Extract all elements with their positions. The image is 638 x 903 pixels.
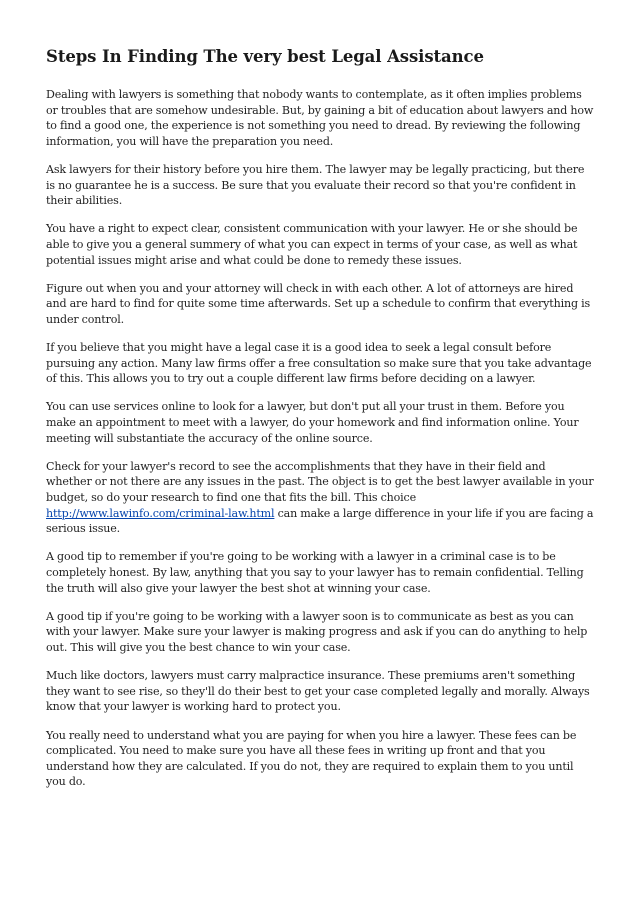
paragraph-intro: Dealing with lawyers is something that nobody wants to contemplate, as it often implies problems or troubles that are somehow undesirable. But, by gaining a bit of education about lawyers and how to find a good one, the experience is not something you need to dread. By reviewing the following information, you will have the preparation you need.	[46, 88, 594, 148]
paragraph-record-check-text: Check for your lawyer's record to see the accomplishments that they have in their field and whether or not there are any issues in the past. The object is to get the best lawyer available in your budget, so do your research to find one that fits the bill. This choice	[46, 459, 594, 505]
paragraph-consult: If you believe that you might have a legal case it is a good idea to seek a legal consult before pursuing any action. Many law firms offer a free consultation so make sure that you take advantage of this. This allows you to try out a couple different law firms before deciding on a lawyer.	[46, 341, 592, 386]
paragraph-malpractice: Much like doctors, lawyers must carry malpractice insurance. These premiums aren't something they want to see rise, so they'll do their best to get your case completed legally and morally. Always know that your lawyer is working hard to protect you.	[46, 669, 590, 714]
paragraph-honesty: A good tip to remember if you're going to be working with a lawyer in a criminal case is to be completely honest. By law, anything that you say to your lawyer has to remain confidential. Telling the truth will also give your lawyer the best shot at winning your case.	[46, 550, 584, 595]
paragraph-communication: You have a right to expect clear, consistent communication with your lawyer. He or she should be able to give you a general summery of what you can expect in terms of your case, as well as what potential issues might arise and what could be done to remedy these issues.	[46, 222, 578, 267]
paragraph-history: Ask lawyers for their history before you hire them. The lawyer may be legally practicing, but there is no guarantee he is a success. Be sure that you evaluate their record so that you're confident in their abilities.	[46, 162, 585, 208]
paragraph-check-in: Figure out when you and your attorney will check in with each other. A lot of attorneys are hired and are hard to find for quite some time afterwards. Set up a schedule to confirm that everything is under control.	[46, 281, 591, 326]
document-title: Steps In Finding The very best Legal Assistance	[46, 47, 484, 66]
document-page	[46, 46, 594, 803]
paragraph-communicate: A good tip if you're going to be working with a lawyer soon is to communicate as best as you can with your lawyer. Make sure your lawyer is making progress and ask if you can do anything to help out. This will give you the best chance to win your case.	[46, 609, 588, 654]
paragraph-fees: You really need to understand what you are paying for when you hire a lawyer. These fees can be complicated. You need to make sure you have all these fees in writing up front and that you understand how they are calculated. If you do not, they are required to explain them to you until you do.	[46, 728, 577, 789]
paragraph-online-services: You can use services online to look for a lawyer, but don't put all your trust in them. Before you make an appointment to meet with a lawyer, do your homework and find information online. Your meeting will substantiate the accuracy of the online source.	[46, 400, 579, 445]
criminal-law-link[interactable]: http://www.lawinfo.com/criminal-law.html	[46, 506, 275, 520]
paragraph-record-check	[46, 459, 594, 537]
paragraph-record-check-text-after: can make a large difference in your life if you are facing a serious issue.	[46, 506, 594, 536]
